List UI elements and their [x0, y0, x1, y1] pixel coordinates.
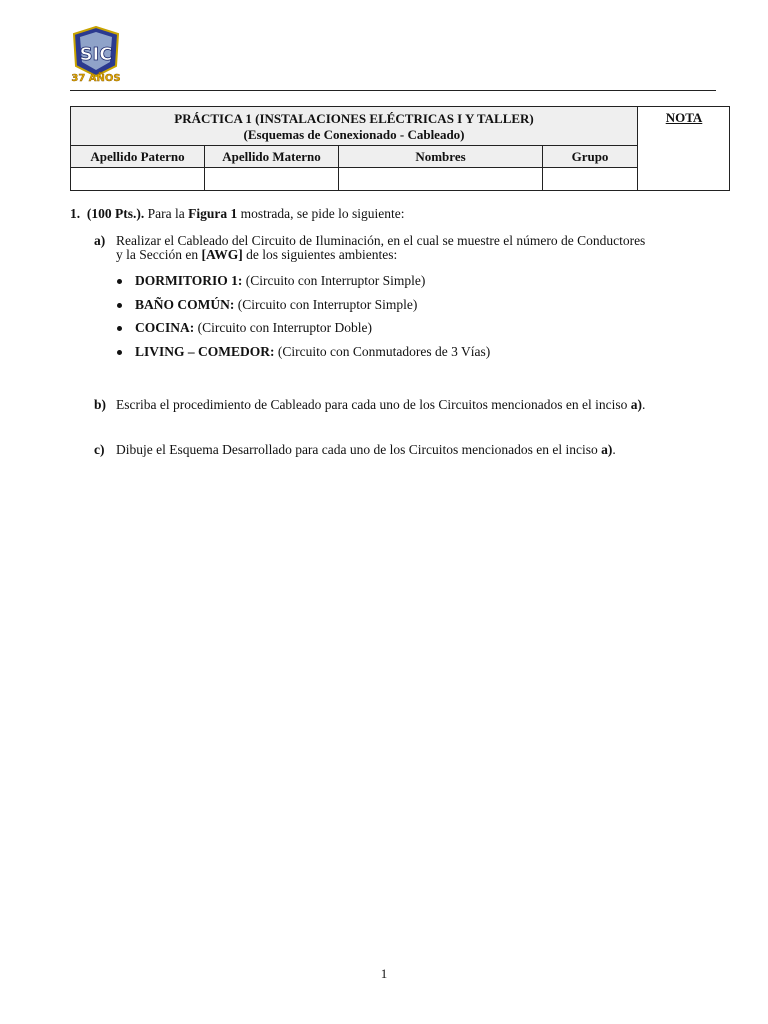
grade-cell — [638, 107, 730, 190]
bullet-icon — [117, 326, 122, 331]
header-table — [70, 106, 730, 191]
room-name: BAÑO COMÚN: — [135, 297, 235, 312]
room-desc: (Circuito con Interruptor Doble) — [194, 320, 372, 335]
col-grupo: Grupo — [571, 149, 609, 164]
list-item — [135, 344, 490, 359]
awg-label: [AWG] — [201, 247, 243, 262]
item-c-label: c) — [94, 442, 105, 457]
logo-wordmark: 37 AÑOS — [71, 73, 121, 84]
item-b-end: . — [641, 397, 646, 412]
room-name: DORMITORIO 1: — [135, 273, 243, 288]
header-rule — [70, 90, 716, 91]
title-line-1: PRÁCTICA 1 (INSTALACIONES ELÉCTRICAS I Y TALLER) — [174, 111, 534, 126]
item-c-end: . — [612, 442, 616, 457]
item-b-label: b) — [94, 397, 107, 412]
intro-text: Para la — [144, 206, 189, 221]
page-number: 1 — [380, 966, 388, 981]
svg-text:SIC: SIC — [79, 44, 113, 65]
item-a-line-2-pre: y la Sección en — [116, 247, 202, 262]
bullet-icon — [117, 303, 122, 308]
room-desc: (Circuito con Conmutadores de 3 Vías) — [274, 344, 491, 359]
room-name: COCINA: — [135, 320, 195, 335]
bullet-icon — [117, 350, 122, 355]
item-b-ref: a) — [630, 397, 642, 412]
room-desc: (Circuito con Interruptor Simple) — [234, 297, 418, 312]
student-info-row — [71, 168, 638, 190]
question-number: 1. — [70, 206, 81, 221]
list-item — [135, 320, 372, 335]
col-apellido-materno: Apellido Materno — [205, 146, 339, 167]
item-a-line-2 — [116, 247, 397, 262]
intro-text-end: mostrada, se pide lo siguiente: — [237, 206, 405, 221]
title-line-2: (Esquemas de Conexionado - Cableado) — [243, 127, 465, 142]
figure-ref: Figura 1 — [188, 206, 238, 221]
field-grupo[interactable] — [543, 168, 637, 190]
item-a-line-1: Realizar el Cableado del Circuito de Iluminación, en el cual se muestre el número de Conductores — [116, 233, 646, 248]
item-a-line-2-post: de los siguientes ambientes: — [242, 247, 398, 262]
practice-title — [71, 107, 638, 146]
item-c-text — [116, 442, 616, 457]
field-nombres[interactable] — [339, 168, 543, 190]
item-b-body: Escriba el procedimiento de Cableado para cada uno de los Circuitos mencionados en el inciso — [116, 397, 631, 412]
question-1 — [70, 206, 404, 221]
grade-label: NOTA — [665, 110, 703, 125]
item-b-text — [116, 397, 645, 412]
col-nombres: Nombres — [339, 146, 543, 167]
list-item — [135, 273, 425, 288]
question-points: (100 Pts.). — [86, 206, 145, 221]
column-headers — [71, 146, 638, 168]
bullet-icon — [117, 279, 122, 284]
item-c-ref: a) — [601, 442, 613, 457]
institution-logo-icon — [70, 26, 122, 84]
field-apellido-materno[interactable] — [205, 168, 339, 190]
field-apellido-paterno[interactable] — [71, 168, 205, 190]
col-apellido-paterno: Apellido Paterno — [71, 146, 205, 167]
list-item — [135, 297, 417, 312]
item-c-body: Dibuje el Esquema Desarrollado para cada uno de los Circuitos mencionados en el inciso — [116, 442, 602, 457]
room-name: LIVING – COMEDOR: — [135, 344, 275, 359]
item-a-label: a) — [94, 233, 106, 248]
room-desc: (Circuito con Interruptor Simple) — [242, 273, 426, 288]
